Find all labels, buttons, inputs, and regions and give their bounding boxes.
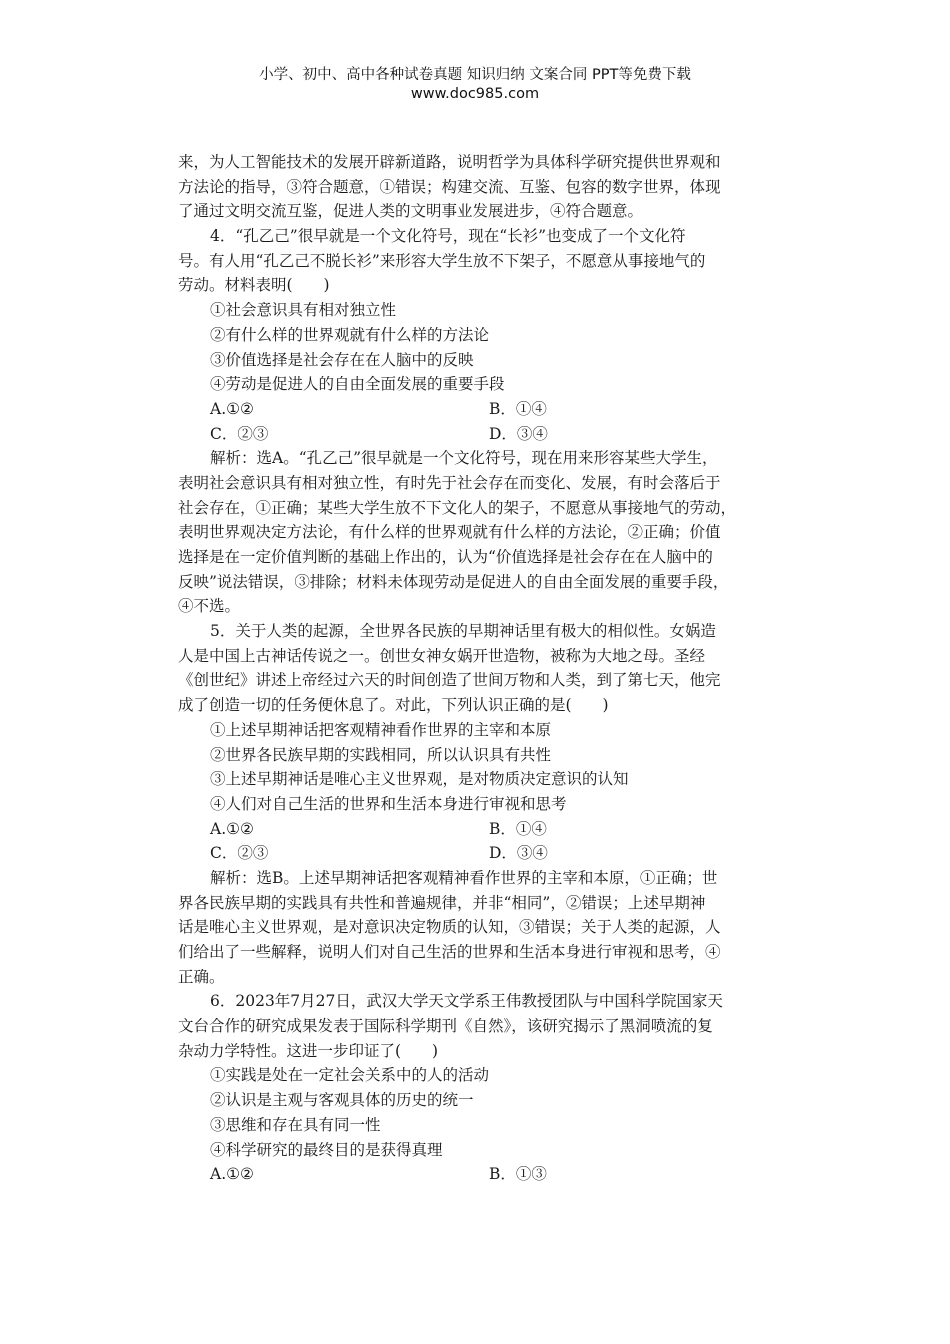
q6-statement-4: ④科学研究的最终目的是获得真理	[210, 1140, 443, 1159]
q4-options-row-2	[178, 422, 783, 447]
page-header	[0, 66, 950, 104]
q4-option-c: C．②③	[210, 424, 269, 443]
q5-option-b: B．①④	[489, 819, 547, 838]
header-url: www.doc985.com	[410, 86, 540, 102]
intro-line-1: 来，为人工智能技术的发展开辟新道路，说明哲学为具体科学研究提供世界观和	[178, 153, 721, 171]
q5-stem-line-4: 成了创造一切的任务便休息了。对此，下列认识正确的是( )	[178, 696, 609, 715]
q4-explanation-line-5: 选择是在一定价值判断的基础上作出的，认为“价值选择是社会存在在人脑中的	[178, 548, 713, 566]
q4-stem-line-3: 劳动。材料表明( )	[178, 276, 330, 295]
q5-stem-line-3: 《创世纪》讲述上帝经过六天的时间创造了世间万物和人类，到了第七天，他完	[178, 671, 721, 690]
q4-explanation-line-2: 表明社会意识具有相对独立性，有时先于社会存在而变化、发展，有时会落后于	[178, 473, 721, 492]
q6-stem-line-1: 6．2023年7月27日，武汉大学天文学系王伟教授团队与中国科学院国家天	[210, 992, 723, 1011]
q4-explanation-line-7: ④不选。	[178, 597, 241, 616]
q4-stem-line-1: 4．“孔乙己”很早就是一个文化符号，现在“长衫”也变成了一个文化符	[210, 227, 686, 246]
q4-explanation-line-3: 社会存在，①正确；某些大学生放不下文化人的架子，不愿意从事接地气的劳动，	[178, 498, 737, 517]
q5-explanation-line-5: 正确。	[178, 967, 225, 986]
q5-options-row-1	[178, 817, 783, 842]
q6-option-a: A.①②	[210, 1165, 254, 1184]
q4-statement-3: ③价值选择是社会存在在人脑中的反映	[210, 350, 474, 369]
q6-options-row-1	[178, 1162, 783, 1187]
intro-line-3: 了通过文明交流互鉴，促进人类的文明事业发展进步，④符合题意。	[178, 202, 644, 221]
q4-option-d: D．③④	[489, 424, 548, 443]
q4-option-a: A.①②	[210, 399, 254, 418]
q5-explanation-line-2: 界各民族早期的实践具有共性和普遍规律，并非“相同”，②错误；上述早期神	[178, 893, 706, 912]
document-body	[178, 150, 783, 1187]
q5-options-row-2	[178, 841, 783, 866]
q4-statement-2: ②有什么样的世界观就有什么样的方法论	[210, 325, 490, 344]
q4-explanation-line-4: 表明世界观决定方法论，有什么样的世界观就有什么样的方法论，②正确；价值	[178, 523, 721, 542]
q6-stem-line-3: 杂动力学特性。这进一步印证了( )	[178, 1041, 439, 1060]
q5-option-c: C．②③	[210, 844, 269, 863]
q6-statement-1: ①实践是处在一定社会关系中的人的活动	[210, 1066, 490, 1085]
q4-explanation-line-6: 反映”说法错误，③排除；材料未体现劳动是促进人的自由全面发展的重要手段，	[178, 572, 729, 591]
q5-explanation-line-1: 解析：选B。上述早期神话把客观精神看作世界的主宰和本原，①正确；世	[210, 868, 718, 887]
q6-statement-3: ③思维和存在具有同一性	[210, 1115, 381, 1134]
q5-option-a: A.①②	[210, 819, 254, 838]
q4-explanation-line-1: 解析：选A。“孔乙己”很早就是一个文化符号，现在用来形容某些大学生，	[210, 449, 718, 468]
q5-statement-2: ②世界各民族早期的实践相同，所以认识具有共性	[210, 745, 552, 764]
header-promo-text: 小学、初中、高中各种试卷真题 知识归纳 文案合同 PPT等免费下载	[259, 67, 691, 83]
q4-options-row-1	[178, 397, 783, 422]
q5-stem-line-2: 人是中国上古神话传说之一。创世女神女娲开世造物，被称为大地之母。圣经	[178, 646, 706, 665]
q5-statement-3: ③上述早期神话是唯心主义世界观，是对物质决定意识的认知	[210, 770, 629, 789]
q4-option-b: B．①④	[489, 399, 547, 418]
q5-option-d: D．③④	[489, 844, 548, 863]
q4-stem-line-2: 号。有人用“孔乙己不脱长衫”来形容大学生放不下架子，不愿意从事接地气的	[178, 251, 706, 270]
q5-statement-4: ④人们对自己生活的世界和生活本身进行审视和思考	[210, 794, 567, 813]
q5-explanation-line-3: 话是唯心主义世界观，是对意识决定物质的认知，③错误；关于人类的起源，人	[178, 918, 721, 937]
q5-explanation-line-4: 们给出了一些解释，说明人们对自己生活的世界和生活本身进行审视和思考，④	[178, 943, 721, 961]
intro-line-2: 方法论的指导，③符合题意，①错误；构建交流、互鉴、包容的数字世界，体现	[178, 177, 721, 196]
q5-stem-line-1: 5．关于人类的起源，全世界各民族的早期神话里有极大的相似性。女娲造	[210, 622, 716, 641]
q6-statement-2: ②认识是主观与客观具体的历史的统一	[210, 1091, 474, 1110]
q4-statement-4: ④劳动是促进人的自由全面发展的重要手段	[210, 375, 505, 394]
q5-statement-1: ①上述早期神话把客观精神看作世界的主宰和本原	[210, 720, 552, 739]
q6-option-b: B．①③	[489, 1165, 547, 1184]
q6-stem-line-2: 文台合作的研究成果发表于国际科学期刊《自然》，该研究揭示了黑洞喷流的复	[178, 1017, 713, 1036]
q4-statement-1: ①社会意识具有相对独立性	[210, 301, 397, 320]
